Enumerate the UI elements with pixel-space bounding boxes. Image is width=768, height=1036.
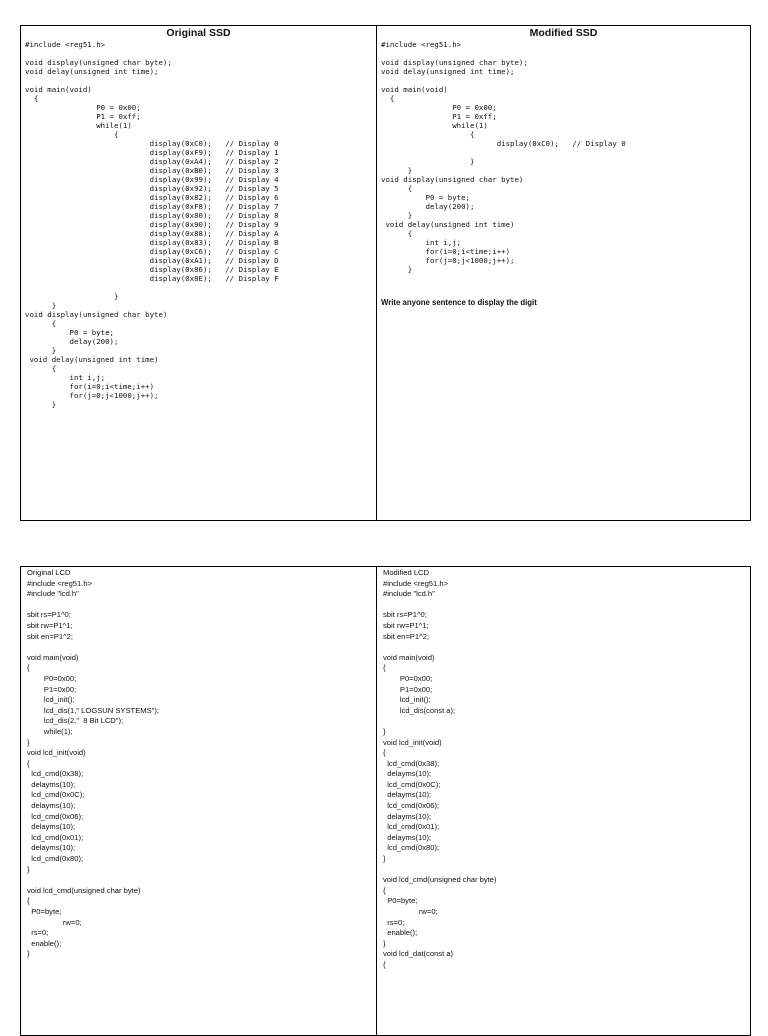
original-ssd-code: #include <reg51.h> void display(unsigned char byte); void delay(unsigned int time); void main(void) { P0 = 0x00; P1 = 0xff; while(1) { display(0xC0); // Display 0 display(0xF9); // Display 1 display(0xA4); // Display 2 display(0xB0); // Display 3 display(0x99); // Display 4 display(0x92); // Display 5 display(0x82); // Display 6 display(0xF8); // Display 7 display(0x80); // Display 8 display(0x90); // Display 9 display(0x88); // Display A display(0x83); // Display B display(0xC6); // Display C display(0xA1); // Display D display(0x86); // Display E display(0x8E); // Display F } } void display(unsigned char byte) { P0 = byte; delay(200); } void delay(unsigned int time) { int i,j; for(i=0;i<time;i++) for(j=0;j<1000;j++); } xyxy=(25,40,279,409)
original-lcd-column xyxy=(21,567,377,1035)
original-lcd-code: Original LCD #include <reg51.h> #include "lcd.h" sbit rs=P1^0; sbit rw=P1^1; sbit en=P1^2; void main(void) { P0=0x00; P1=0x00; lcd_init(); lcd_dis(1," LOGSUN SYSTEMS"); lcd_dis(2," 8 Bit LCD"); while(1); } void lcd_init(void) { lcd_cmd(0x38); delayms(10); lcd_cmd(0x0C); delayms(10); lcd_cmd(0x06); delayms(10); lcd_cmd(0x01); delayms(10); lcd_cmd(0x80); } void lcd_cmd(unsigned char byte) { P0=byte; rw=0; rs=0; enable(); } xyxy=(27,568,159,959)
modified-lcd-column xyxy=(377,567,750,1035)
ssd-table xyxy=(20,25,751,521)
modified-ssd-column xyxy=(377,26,750,520)
modified-lcd-code: Modified LCD #include <reg51.h> #include "lcd.h" sbit rs=P1^0; sbit rw=P1^1; sbit en=P1^2; void main(void) { P0=0x00; P1=0x00; lcd_init(); lcd_dis(const a); } void lcd_init(void) { lcd_cmd(0x38); delayms(10); lcd_cmd(0x0C); delayms(10); lcd_cmd(0x06); delayms(10); lcd_cmd(0x01); delayms(10); lcd_cmd(0x80); } void lcd_cmd(unsigned char byte) { P0=byte; rw=0; rs=0; enable(); } void lcd_dat(const a) { xyxy=(383,568,497,969)
ssd-instruction: Write anyone sentence to display the digit xyxy=(381,298,537,307)
original-ssd-title: Original SSD xyxy=(166,27,231,39)
lcd-table xyxy=(20,566,751,1036)
modified-ssd-title: Modified SSD xyxy=(529,27,598,39)
original-ssd-column xyxy=(21,26,377,520)
modified-ssd-code: #include <reg51.h> void display(unsigned char byte); void delay(unsigned int time); void main(void) { P0 = 0x00; P1 = 0xff; while(1) { display(0xC0); // Display 0 } } void display(unsigned char byte) { P0 = byte; delay(200); } void delay(unsigned int time) { int i,j; for(i=0;i<time;i++) for(j=0;j<1000;j++); } xyxy=(381,40,626,274)
